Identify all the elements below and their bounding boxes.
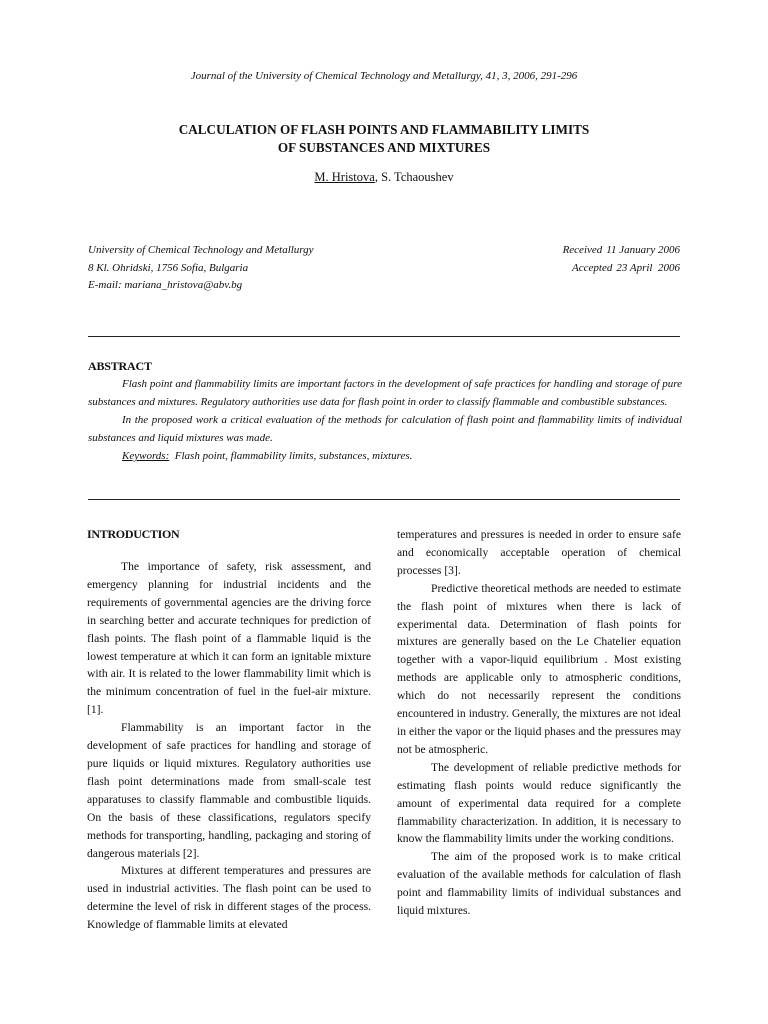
dates-block	[420, 242, 680, 277]
paper-title	[0, 121, 768, 157]
received-line	[420, 242, 680, 260]
abstract-heading: ABSTRACT	[88, 359, 152, 373]
intro-paragraph-3-continued: temperatures and pressures is needed in order to ensure safe and economically acceptable operation of chemical processes [3].	[397, 528, 681, 577]
received-label: Received	[562, 244, 603, 256]
accepted-label: Accepted	[572, 261, 613, 274]
intro-paragraph-6: The aim of the proposed work is to make critical evaluation of the available methods for calculation of flash point and flammability limits of individual substances and liquid mixtures.	[397, 850, 681, 918]
affiliation-line-2: 8 Kl. Ohridski, 1756 Sofia, Bulgaria	[88, 261, 249, 274]
title-line-1: CALCULATION OF FLASH POINTS AND FLAMMABILITY LIMITS	[178, 122, 590, 137]
keywords-text: Flash point, flammability limits, substances, mixtures.	[174, 450, 413, 462]
introduction-heading: INTRODUCTION	[87, 527, 180, 541]
top-divider	[88, 336, 680, 337]
affiliation-block	[88, 242, 418, 295]
author-separator: ,	[374, 170, 382, 184]
author-2: S. Tchaoushev	[381, 170, 454, 184]
abstract-body	[88, 375, 682, 465]
accepted-line	[420, 260, 680, 278]
keywords-label: Keywords:	[122, 450, 170, 462]
intro-paragraph-2: Flammability is an important factor in the development of safe practices for handling and storage of pure liquids or liquid mixtures. Regulatory authorities use flash point determinations made from small-scale test apparatuses to classify flammable and combustible liquids. On the basis of these classifications, regulators specify methods for transporting, handling, packaging and storing of dangerous materials [2].	[87, 721, 371, 860]
intro-paragraph-4: Predictive theoretical methods are needed to estimate the flash point of mixtures when there is lack of experimental data. Determination of flash points for mixtures are generally based on the Le Chatelier equation together with a vapor-liquid equilibrium . Most existing methods are applicable only to atmospheric conditions, which do not necessarily represent the conditions encountered in industry. Generally, the mixtures are not ideal in either the vapor or the liquid phases and the pressures may not be atmospheric.	[397, 581, 681, 756]
journal-citation: Journal of the University of Chemical Technology and Metallurgy, 41, 3, 2006, 291-296	[190, 70, 578, 82]
abstract-paragraph-1: Flash point and flammability limits are important factors in the development of safe practices for handling and storage of pure substances and mixtures. Regulatory authorities use data for flash point in order to classify flammable and combustible substances.	[88, 378, 682, 408]
affiliation-email: E-mail: mariana_hristova@abv.bg	[88, 279, 243, 291]
author-1: M. Hristova	[314, 170, 375, 184]
affiliation-line-1: University of Chemical Technology and Metallurgy	[88, 244, 314, 256]
right-column	[397, 526, 681, 920]
author-list	[0, 170, 768, 185]
keywords-line	[88, 447, 682, 465]
left-column	[87, 558, 371, 934]
abstract-paragraph-2: In the proposed work a critical evaluation of the methods for calculation of flash point and flammability limits of individual substances and liquid mixtures was made.	[88, 414, 682, 444]
accepted-date: 23 April 2006	[616, 261, 680, 274]
intro-paragraph-5: The development of reliable predictive methods for estimating flash points would reduce significantly the amount of experimental data required for a complete flammability characterization. In addition, it is necessary to know the flammability limits under the working conditions.	[397, 760, 681, 846]
intro-paragraph-3: Mixtures at different temperatures and pressures are used in industrial activities. The flash point can be used to determine the level of risk in different stages of the process. Knowledge of flammable limits at elevated	[87, 864, 371, 932]
title-line-2: OF SUBSTANCES AND MIXTURES	[277, 140, 491, 155]
intro-paragraph-1: The importance of safety, risk assessment, and emergency planning for industrial incidents and the requirements of governmental agencies are the driving force in searching better and accurate techniques for prediction of flash points. The flash point of a flammable liquid is the lowest temperature at which it can form an ignitable mixture with air. It is related to the lower flammability limit which is the minimum concentration of fuel in the fuel-air mixture. [1].	[87, 560, 371, 717]
bottom-divider	[88, 499, 680, 500]
received-date: 11 January 2006	[606, 244, 680, 256]
